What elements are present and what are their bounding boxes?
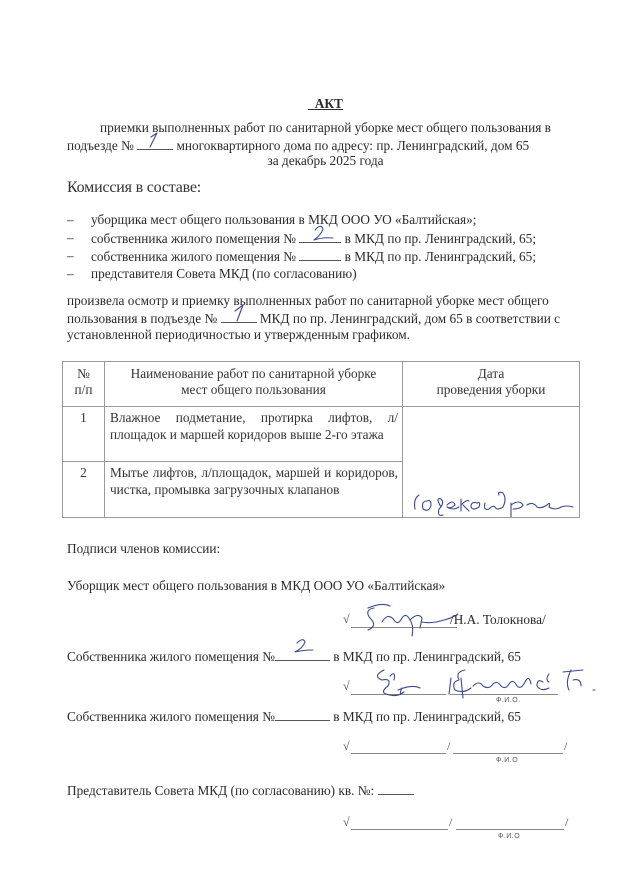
owner-1-fio-line[interactable] (450, 694, 558, 695)
signatures-heading: Подписи членов комиссии: (67, 541, 221, 556)
subtitle-line-3: за декабрь 2025 года (267, 153, 384, 168)
header-line: Наименование работ по санитарной уборке (130, 366, 377, 381)
row-number: 2 (63, 462, 105, 518)
fio-label: Ф.И.О (496, 757, 519, 764)
member-text (91, 248, 536, 265)
council-apartment-field[interactable] (378, 782, 414, 795)
separator-slash: / (565, 815, 569, 829)
member-prefix: собственника жилого помещения № (91, 231, 296, 246)
member-suffix: в МКД по пр. Ленинградский, 65; (344, 231, 537, 246)
check-mark: √ (343, 679, 350, 693)
paragraph-line-2 (67, 310, 560, 328)
handwritten-apartment-number (291, 638, 317, 658)
list-dash: – (67, 212, 74, 227)
cleaner-signature (360, 600, 460, 640)
header-line: п/п (74, 382, 93, 397)
owner-2-suffix: в МКД по пр. Ленинградский, 65 (333, 709, 521, 724)
council-signature-line[interactable] (351, 829, 448, 830)
subtitle-line-2 (67, 137, 529, 154)
date-cell[interactable] (403, 407, 580, 518)
member-text (91, 230, 536, 247)
separator-slash: / (447, 739, 451, 753)
council-fio-line[interactable] (456, 829, 564, 830)
paragraph-prefix: пользования в подъезде № (67, 310, 218, 326)
subtitle-line-1: приемки выполненных работ по санитарной уборке мест общего пользования в (100, 120, 551, 135)
fio-label: Ф.И.О. (496, 697, 521, 704)
fio-label: Ф.И.О (498, 833, 521, 840)
subtitle-suffix: многоквартирного дома по адресу: пр. Ленинградский, дом 65 (176, 138, 530, 153)
document-title: АКТ (314, 96, 343, 111)
table-header-row (63, 362, 580, 407)
paragraph-line-3: установленной периодичностью и утвержденным графиком. (67, 327, 410, 342)
owner-1-prefix: Собственника жилого помещения № (67, 649, 275, 664)
header-line: № (77, 366, 90, 381)
commission-heading: Комиссия в составе: (67, 179, 202, 196)
entrance-number-field[interactable] (221, 310, 257, 323)
header-line: Дата (477, 366, 505, 381)
member-prefix: собственника жилого помещения № (91, 249, 296, 264)
member-text: представителя Совета МКД (по согласованию) (91, 266, 357, 281)
works-table (62, 361, 580, 518)
header-number (63, 362, 105, 407)
owner-1-line (67, 648, 521, 665)
row-work: Влажное подметание, протирка лифтов, л/площадок и маршей коридоров выше 2-го этажа (105, 407, 403, 462)
owner-2-prefix: Собственника жилого помещения № (67, 709, 275, 724)
owner-2-fio-line[interactable] (453, 753, 563, 754)
owner-2-apartment-field[interactable] (275, 708, 330, 721)
cleaner-label: Уборщик мест общего пользования в МКД ООО УО «Балтийская» (67, 578, 446, 593)
table-row (63, 407, 580, 462)
paragraph-line-1: произвела осмотр и приемку выполненных работ по санитарной уборке мест общего (67, 293, 549, 308)
apartment-number-field[interactable] (299, 230, 341, 243)
header-date (403, 362, 580, 407)
member-text: уборщика мест общего пользования в МКД ООО УО «Балтийская»; (91, 212, 477, 227)
council-line (67, 782, 414, 799)
cleaner-name: /Н.А. Толокнова/ (450, 612, 546, 627)
member-suffix: в МКД по пр. Ленинградский, 65; (344, 249, 537, 264)
inspection-paragraph (67, 293, 560, 344)
check-mark: √ (343, 815, 350, 829)
separator-slash: / (564, 739, 568, 753)
owner-1-signature-line[interactable] (351, 694, 446, 695)
check-mark: √ (343, 612, 350, 626)
header-line: мест общего пользования (181, 382, 326, 397)
separator-slash: / (449, 815, 453, 829)
subtitle-prefix: подъезде № (67, 138, 134, 153)
owner-1-apartment-field[interactable] (275, 648, 330, 661)
owner-1-suffix: в МКД по пр. Ленинградский, 65 (333, 649, 521, 664)
list-dash: – (67, 266, 74, 281)
row-number: 1 (63, 407, 105, 462)
council-label: Представитель Совета МКД (по согласованию) кв. №: (67, 783, 375, 798)
list-dash: – (67, 248, 74, 263)
header-work-name (105, 362, 403, 407)
owner-2-line (67, 708, 521, 725)
check-mark: √ (343, 739, 350, 753)
paragraph-suffix: МКД по пр. Ленинградский, дом 65 в соответствии с (259, 310, 561, 326)
row-work: Мытье лифтов, л/площадок, маршей и коридоров, чистка, промывка загрузочных клапанов (105, 462, 403, 518)
owner-2-signature-line[interactable] (351, 753, 446, 754)
cleaner-signature-line[interactable] (351, 627, 457, 628)
owner-1-signature (368, 666, 448, 702)
header-line: проведения уборки (436, 382, 546, 397)
apartment-number-field[interactable] (299, 248, 341, 261)
list-dash: – (67, 230, 74, 245)
handwritten-date (411, 487, 579, 517)
entrance-number-field[interactable] (137, 137, 173, 150)
